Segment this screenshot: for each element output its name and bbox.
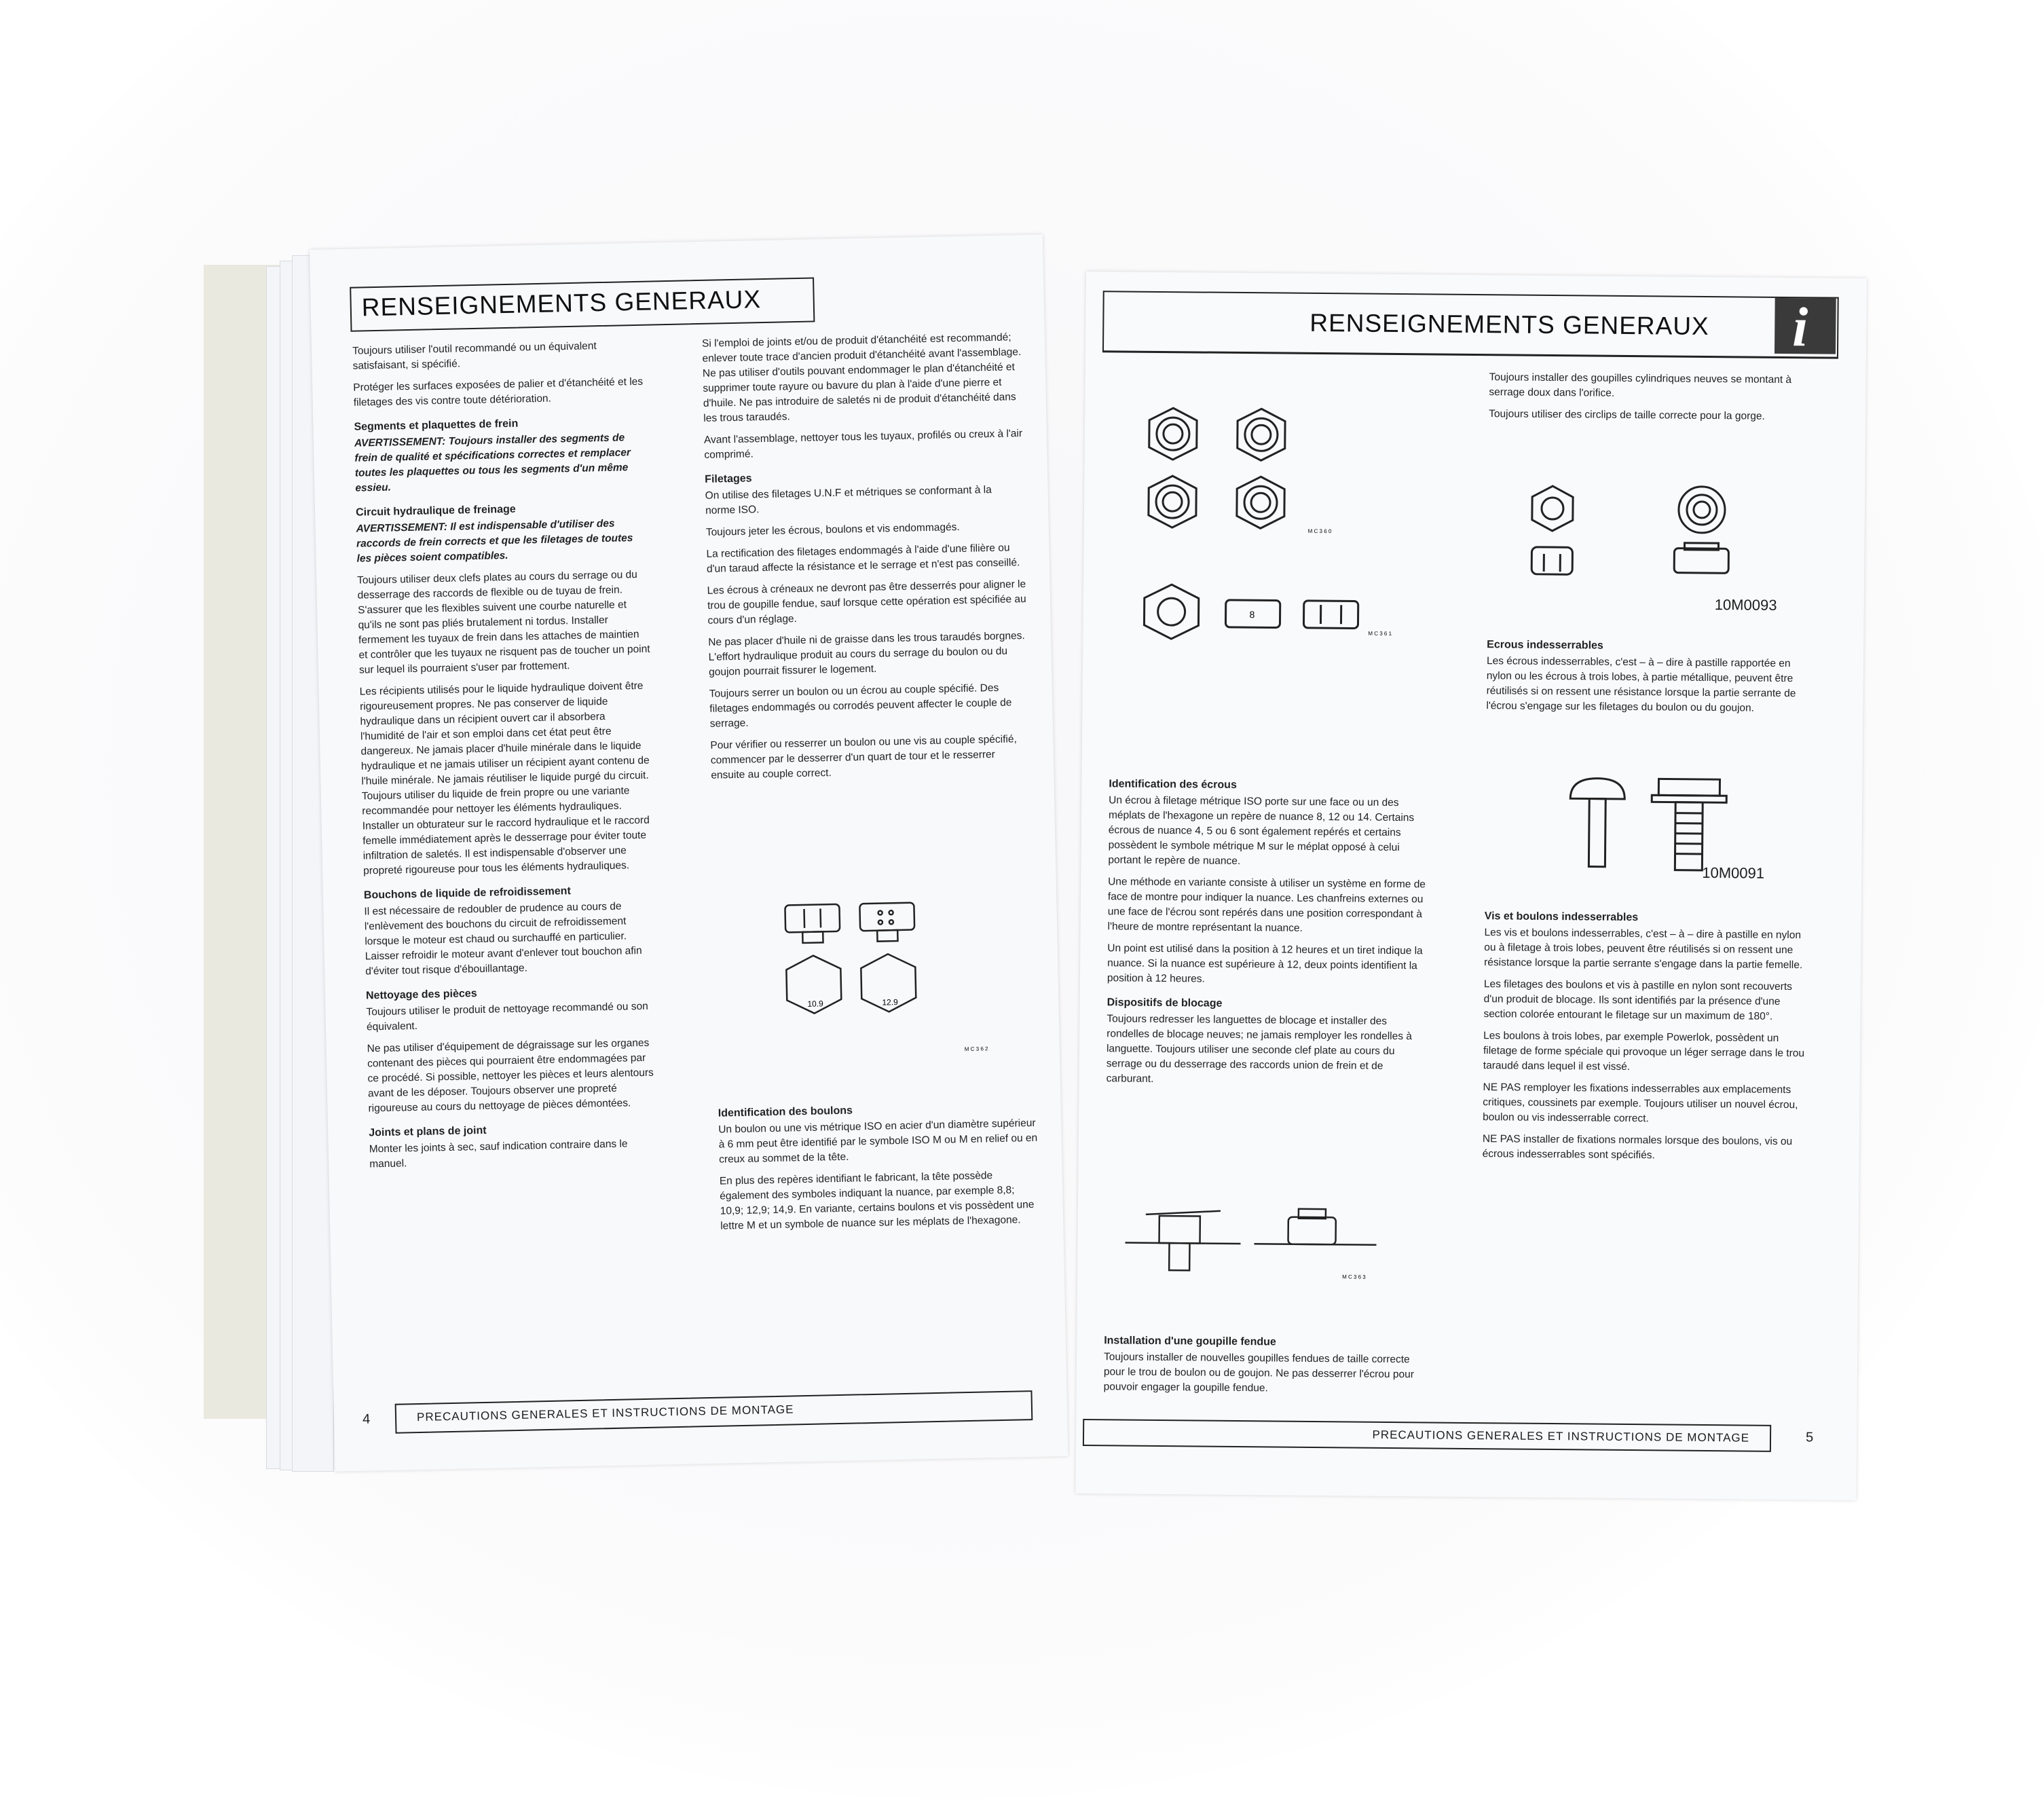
locking-bolt-icon [1569,778,1726,870]
bolt-grade-label: 12.9 [882,997,898,1007]
paragraph: Il est nécessaire de redoubler de prudence au cours de l'enlèvement des bouchons du circuit de refroidissement lorsque le moteur est chaud ou surchauffé en particulier. Laisser refroidir le moteur avant d'enlever tout bouchon afin d'éviter tout risque d'ébouillantage. [364,899,657,980]
section-heading: Nettoyage des pièces [366,982,658,1003]
figure-code: M C 3 6 3 [1342,1274,1366,1280]
paragraph: Pour vérifier ou resserrer un boulon ou une vis au couple spécifié, commencer par le desserrer d'un quart de tour et le resserrer ensuite au couple correct. [710,732,1030,783]
paragraph: On utilise des filetages U.N.F et métriques se conformant à la norme ISO. [705,482,1024,519]
nut-grade-label: 8 [1250,609,1255,620]
paragraph: Ne pas placer d'huile ni de graisse dans les trous taraudés borgnes. L'effort hydraulique produit au cours du serrage du boulon ou du goujon pourrait fissurer le logement. [708,629,1028,680]
right-header-title: RENSEIGNEMENTS GENERAUX [1309,309,1709,341]
paragraph: Les récipients utilisés pour le liquide hydraulique doivent être rigoureusement propres. Ne pas conserver de liquide hydraulique dans un récipient ouvert car il absorbera l'humidité de l'air et son emploi dans cet état peut être dangereux. Ne jamais placer d'huile minérale dans le liquide hydraulique et ne jamais utiliser un récipient ayant contenu de l'huile minérale. Ne jamais réutiliser le liquide purgé du circuit. Toujours utiliser du liquide de frein propre ou une variante recommandée pour nettoyer les éléments hydrauliques. Installer un obturateur sur le raccord hydraulique et le raccord femelle immédiatement après le desserrage pour éviter toute infiltration de saletés. Il est indispensable d'observer une propreté rigoureuse pour tous les éléments hydrauliques. [359,679,655,879]
right-column-2 [1489,370,1815,431]
bolt-head-side-icon [785,903,914,944]
figure-code: 10M0093 [1715,596,1777,614]
page-number: 4 [363,1412,371,1428]
figure-code: M C 3 6 0 [1308,528,1332,534]
bolt-identification-figure [758,887,1020,1082]
right-footer [1083,1419,1771,1452]
left-page [310,234,1068,1471]
paragraph: NE PAS remployer les fixations indesserrables aux emplacements critiques, coussinets par exemple. Toujours utiliser un nouvel écrou, boulon ou vis indesserrable correct. [1483,1080,1809,1128]
nut-identification-figure [1136,388,1424,703]
paragraph: Toujours utiliser des circlips de taille correcte pour la gorge. [1489,407,1815,424]
footer-text: PRECAUTIONS GENERALES ET INSTRUCTIONS DE MONTAGE [1372,1428,1749,1445]
section-heading: Circuit hydraulique de freinage [356,500,648,521]
bolt-grade-label: 10.9 [807,999,823,1008]
paragraph: Protéger les surfaces exposées de palier et d'étanchéité et les filetages des vis contre toute détérioration. [353,375,646,411]
paragraph: Les écrous indesserrables, c'est – à – dire à pastille rapportée en nylon ou les écrous à trois lobes, à partie métallique, peuvent être réutilisés si on ressent une résistance lorsque la partie serrante de l'écrou s'engage sur les filetages du boulon ou du goujon. [1486,654,1813,716]
section-heading: Filetages [705,466,1024,487]
info-glyph: i [1792,295,1808,359]
left-column-1 [352,338,662,1179]
info-icon [1774,298,1836,354]
paragraph: Toujours jeter les écrous, boulons et vis endommagés. [706,519,1025,540]
paragraph: La rectification des filetages endommagés à l'aide d'une filière ou d'un taraud affecte la résistance et le serrage et n'est pas conseillé. [706,540,1026,577]
paragraph: Toujours serrer un boulon ou un écrou au couple spécifié. Des filetages endommagés ou corrodés peuvent affecter le couple de serrage. [709,680,1029,732]
page-number: 5 [1806,1430,1813,1445]
paragraph: Les filetages des boulons et vis à pastille en nylon sont recouverts d'un produit de blocage. Ils sont identifiés par la présence d'une section colorée entourant le filetage sur un maximum de 180°. [1483,977,1810,1024]
paragraph: Ne pas utiliser d'équipement de dégraissage sur les organes contenant des pièces qui pourraient être endommagées par ce procédé. Si possible, nettoyer les pièces et leurs alentours avant de les déposer. Toujours observer une propreté rigoureuse au cours du nettoyage de pièces démontées. [367,1035,660,1116]
right-column-2-lower [1482,900,1810,1171]
footer-text: PRECAUTIONS GENERALES ET INSTRUCTIONS DE MONTAGE [417,1403,794,1424]
paragraph: Les vis et boulons indesserrables, c'est – à – dire à pastille en nylon ou à filetage à trois lobes, peuvent être réutilisés si on ressent une résistance lorsque la partie serrante s'engage dans la partie femelle. [1484,925,1810,973]
right-column-1 [1106,767,1428,1096]
left-header-title: RENSEIGNEMENTS GENERAUX [361,285,761,322]
section-heading: Installation d'une goupille fendue [1104,1333,1423,1351]
paragraph: Un écrou à filetage métrique ISO porte sur une face ou un des méplats de l'hexagone un repère de nuance 8, 12 ou 14. Certains écrous de nuance 4, 5 ou 6 sont également repérés et certains possèdent le symbole métrique M sur le méplat opposé à celui portant le repère de nuance. [1108,793,1428,870]
paragraph: Les écrous à créneaux ne devront pas être desserrés pour aligner le trou de goupille fendue, sauf lorsque cette opération est spécifiée au cours d'un réglage. [707,577,1026,629]
section-heading: Ecrous indesserrables [1487,637,1813,655]
self-locking-nut-figure [1518,472,1791,610]
figure-code: M C 3 6 1 [1368,631,1392,637]
paragraph: Toujours utiliser le produit de nettoyage recommandé ou son équivalent. [366,999,658,1035]
warning-text: AVERTISSEMENT: Toujours installer des segments de frein de qualité et spécifications correctes et remplacer toutes les plaquettes ou tous les segments d'un même essieu. [354,430,648,496]
paragraph: Monter les joints à sec, sauf indication contraire dans le manuel. [369,1136,662,1172]
right-column-1-lower [1103,1324,1423,1404]
right-page [1075,272,1867,1500]
paragraph: Une méthode en variante consiste à utiliser un système en forme de face de montre pour indiquer la nuance. Les chanfreins externes ou une face de l'écrou sont repérés dans une position correspondant à l'heure de montre représentant la nuance. [1107,874,1427,937]
section-heading: Bouchons de liquide de refroidissement [364,883,656,904]
paragraph: Toujours utiliser l'outil recommandé ou un équivalent satisfaisant, si spécifié. [352,338,645,374]
locknut-icon [1531,485,1729,576]
paragraph: Toujours redresser les languettes de blocage et installer des rondelles de blocage neuves; ne jamais remployer les rondelles à languette. Toujours utiliser une seconde clef plate au cours du serrage ou du desserrage des raccords union de frein et de carburant. [1107,1012,1426,1089]
figure-code: M C 3 6 2 [965,1045,988,1052]
paragraph: Toujours utiliser deux clefs plates au cours du serrage ou du desserrage des raccords de flexible ou de tuyau de frein. S'assurer que les flexibles suivent une courbe naturelle et qu'ils ne sont pas pliés brutalement ni tordus. Installer fermement les tuyaux de frein dans les attaches de maintien et contrôler que les tuyaux ne risquent pas de toucher un point sur lequel ils pourraient s'user par frottement. [357,568,651,678]
section-heading: Identification des écrous [1109,777,1428,794]
left-footer [395,1390,1033,1434]
section-heading: Segments et plaquettes de frein [354,414,646,435]
section-heading: Identification des boulons [718,1100,1037,1121]
section-heading: Joints et plans de joint [369,1119,661,1140]
left-column-2 [702,330,1030,790]
paragraph: Toujours installer de nouvelles goupilles fendues de taille correcte pour le trou de boulon ou de goujon. Ne pas desserrer l'écrou pour pouvoir engager la goupille fendue. [1104,1350,1424,1397]
paragraph: Les boulons à trois lobes, par exemple Powerlok, possèdent un filetage de forme spéciale qui provoque un léger serrage dans le trou taraudé dans lequel il est vissé. [1483,1028,1810,1076]
paragraph: Si l'emploi de joints et/ou de produit d'étanchéité est recommandé; enlever toute trace d'ancien produit d'étanchéité avant l'assemblage. Ne pas utiliser d'outils pouvant endommager le plan d'étanchéité et supprimer toute rayure ou bavure du plan à l'aide d'une pierre et d'huile. Ne pas introduire de saletés ni de produit d'étanchéité dans les trous taraudés. [702,330,1023,426]
paragraph: Avant l'assemblage, nettoyer tous les tuyaux, profilés ou creux à l'air comprimé. [704,426,1024,463]
left-column-2-lower [718,1090,1039,1241]
paragraph: Un point est utilisé dans la position à 12 heures et un tiret indique la nuance. Si la nuance est supérieure à 12, deux points identifient la position à 12 heures. [1107,941,1427,988]
paragraph: Toujours installer des goupilles cylindriques neuves se montant à serrage doux dans l'orifice. [1489,370,1815,403]
section-heading: Vis et boulons indesserrables [1485,909,1810,927]
lock-washer-icon [1125,1208,1377,1272]
locking-device-figure [1118,1195,1404,1293]
figure-code: 10M0091 [1702,864,1764,883]
right-column-2-mid [1486,628,1813,723]
paragraph: En plus des repères identifiant le fabricant, la tête possède également des symboles indiquant la nuance, par exemple 8,8; 10,9; 12,9; 14,9. En variante, certains boulons et vis possèdent une lettre M et un symbole de nuance sur les méplats de l'hexagone. [720,1168,1040,1234]
paragraph: Un boulon ou une vis métrique ISO en acier d'un diamètre supérieur à 6 mm peut être identifié par le symbole ISO M ou M en relief ou en creux au sommet de la tête. [718,1116,1038,1168]
nut-face-icon [1149,408,1286,529]
warning-text: AVERTISSEMENT: Il est indispensable d'utiliser des raccords de frein corrects et que les filetages de toutes les pièces soient compatibles. [356,516,648,567]
paragraph: NE PAS installer de fixations normales lorsque des boulons, vis ou écrous indesserrables sont spécifiés. [1483,1132,1808,1164]
section-heading: Dispositifs de blocage [1107,995,1426,1013]
